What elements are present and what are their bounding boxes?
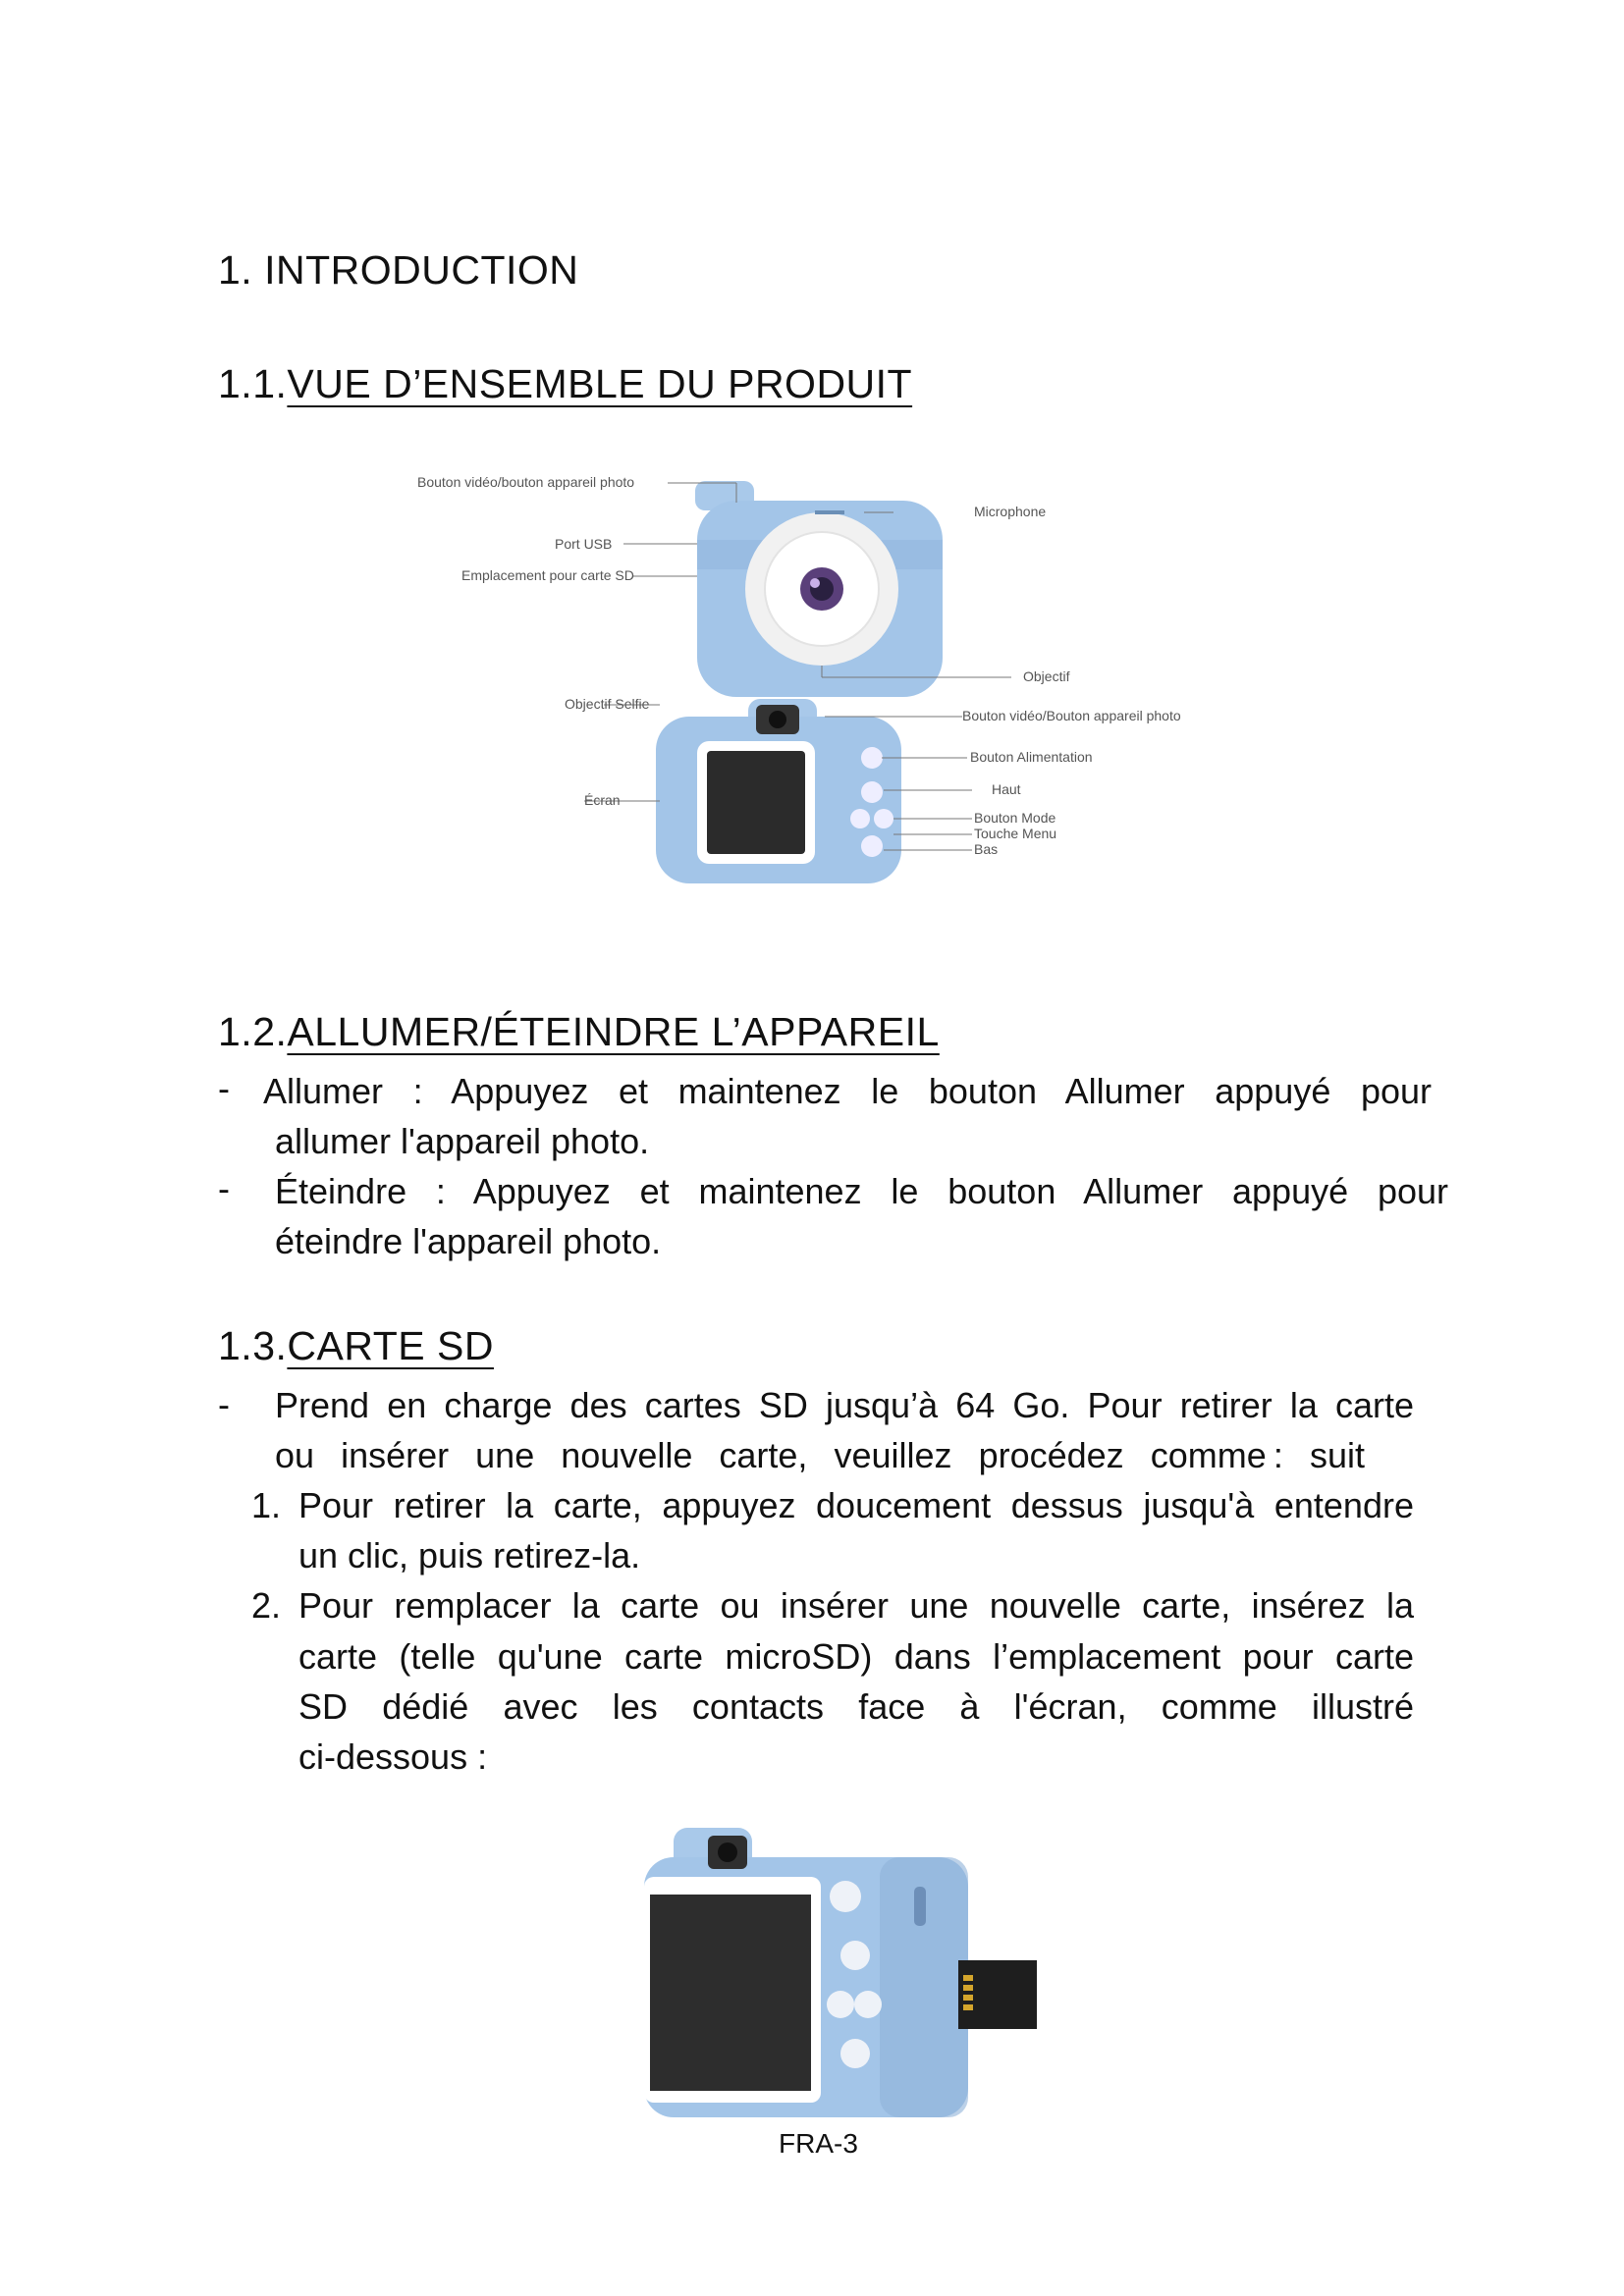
camera-front-image bbox=[695, 481, 943, 697]
step-number: 2. bbox=[251, 1585, 282, 1626]
section-title: ALLUMER/ÉTEINDRE L’APPAREIL bbox=[287, 1009, 940, 1054]
camera-back-image bbox=[656, 699, 901, 883]
sd-intro-line-1: Prend en charge des cartes SD jusqu’à 64 Go. Pour retirer la carte bbox=[275, 1385, 1414, 1425]
section-title: VUE D’ENSEMBLE DU PRODUIT bbox=[287, 361, 913, 406]
section-number: 1.1. bbox=[218, 361, 288, 406]
sd-card-insertion-image bbox=[644, 1818, 1047, 2122]
step-2-line-1: Pour remplacer la carte ou insérer une nouvelle carte, insérez la bbox=[298, 1585, 1414, 1626]
bullet-dash: - bbox=[218, 1168, 230, 1208]
step-1-line-2: un clic, puis retirez-la. bbox=[298, 1535, 641, 1575]
section-heading-1-1 bbox=[218, 361, 912, 407]
label-screen: Écran bbox=[584, 792, 621, 808]
product-overview-diagram bbox=[403, 461, 1237, 903]
section-heading-1-3 bbox=[218, 1323, 494, 1369]
section-heading-1-2 bbox=[218, 1009, 940, 1055]
label-up: Haut bbox=[992, 781, 1021, 797]
label-power-button: Bouton Alimentation bbox=[970, 749, 1093, 765]
label-video-photo-button: Bouton vidéo/bouton appareil photo bbox=[417, 474, 635, 490]
bullet-dash: - bbox=[218, 1068, 230, 1108]
bullet-dash: - bbox=[218, 1384, 230, 1424]
section-number: 1.2. bbox=[218, 1009, 288, 1054]
step-number: 1. bbox=[251, 1485, 282, 1525]
section-heading-introduction: 1. INTRODUCTION bbox=[218, 247, 579, 293]
power-on-line-2: allumer l'appareil photo. bbox=[275, 1121, 650, 1161]
label-menu-key: Touche Menu bbox=[974, 826, 1057, 841]
label-sd-slot: Emplacement pour carte SD bbox=[461, 567, 634, 583]
label-mode-button: Bouton Mode bbox=[974, 810, 1056, 826]
section-title: CARTE SD bbox=[287, 1323, 494, 1368]
step-1-line-1: Pour retirer la carte, appuyez doucement dessus jusqu'à entendre bbox=[298, 1485, 1414, 1525]
label-down: Bas bbox=[974, 841, 999, 857]
step-2-line-4: ci-dessous : bbox=[298, 1736, 488, 1777]
step-2-line-3: SD dédié avec les contacts face à l'écran, comme illustré bbox=[298, 1686, 1414, 1727]
label-selfie-lens: Objectif Selfie bbox=[565, 696, 650, 712]
power-on-line-1: Allumer : Appuyez et maintenez le bouton Allumer appuyé pour bbox=[263, 1071, 1432, 1111]
label-video-photo-button-back: Bouton vidéo/Bouton appareil photo bbox=[962, 708, 1181, 723]
label-lens: Objectif bbox=[1023, 668, 1070, 684]
page-footer: FRA-3 bbox=[779, 2128, 858, 2159]
step-2-line-2: carte (telle qu'une carte microSD) dans l’emplacement pour carte bbox=[298, 1636, 1414, 1677]
label-usb-port: Port USB bbox=[555, 536, 613, 552]
label-microphone: Microphone bbox=[974, 504, 1047, 519]
power-off-line-1: Éteindre : Appuyez et maintenez le bouton Allumer appuyé pour bbox=[275, 1171, 1448, 1211]
section-number: 1.3. bbox=[218, 1323, 288, 1368]
sd-intro-line-2: ou insérer une nouvelle carte, veuillez procédez comme : suit bbox=[275, 1435, 1365, 1475]
power-off-line-2: éteindre l'appareil photo. bbox=[275, 1221, 662, 1261]
